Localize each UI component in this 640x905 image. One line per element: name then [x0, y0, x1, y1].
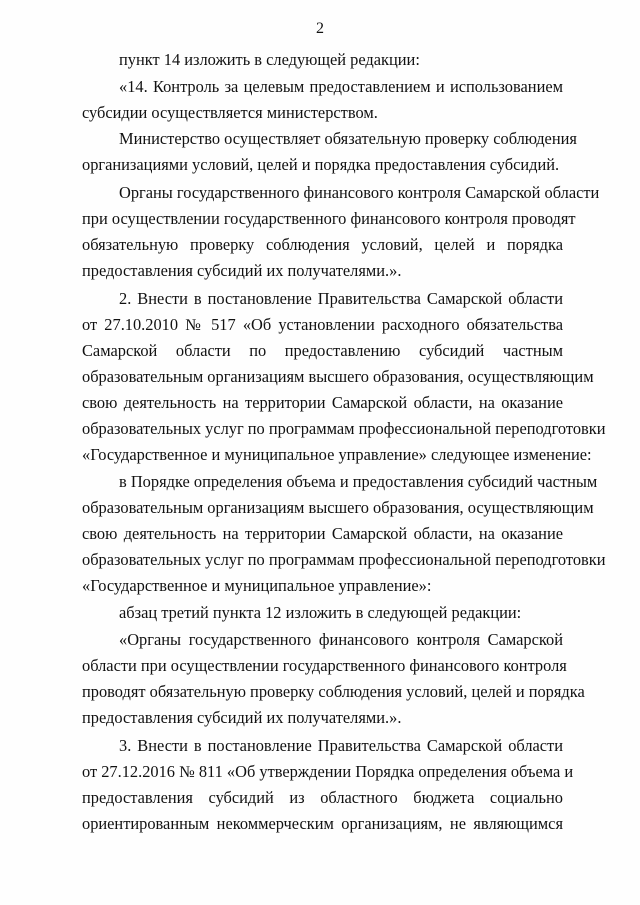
text-line: проводят обязательную проверку соблюдения условий, целей и порядка [82, 682, 585, 701]
text-line: предоставления субсидий их получателями.». [82, 708, 402, 727]
text-line: 2. Внести в постановление Правительства Самарской области [119, 289, 563, 308]
text-line: образовательным организациям высшего образования, осуществляющим [82, 367, 594, 386]
text-line: 3. Внести в постановление Правительства Самарской области [119, 736, 563, 755]
text-line: образовательных услуг по программам профессиональной переподготовки [82, 550, 606, 569]
text-line: свою деятельность на территории Самарской области, на оказание [82, 524, 563, 543]
text-line: образовательным организациям высшего образования, осуществляющим [82, 498, 594, 517]
text-line: предоставления субсидий их получателями.». [82, 261, 402, 280]
text-line: обязательную проверку соблюдения условий, целей и порядка [82, 235, 563, 254]
text-line: ориентированным некоммерческим организациям, не являющимся [82, 814, 563, 833]
text-line: при осуществлении государственного финансового контроля проводят [82, 209, 576, 228]
text-line: от 27.10.2010 № 517 «Об установлении расходного обязательства [82, 315, 563, 334]
text-line: пункт 14 изложить в следующей редакции: [119, 50, 420, 69]
text-line: в Порядке определения объема и предоставления субсидий частным [119, 472, 598, 491]
text-line: Органы государственного финансового контроля Самарской области [119, 183, 600, 202]
page-number: 2 [316, 20, 324, 37]
text-line: «Органы государственного финансового контроля Самарской [119, 630, 563, 649]
text-line: «Государственное и муниципальное управление»: [82, 576, 432, 595]
text-line: абзац третий пункта 12 изложить в следующей редакции: [119, 603, 522, 622]
text-line: «Государственное и муниципальное управление» следующее изменение: [82, 445, 592, 464]
text-line: организациями условий, целей и порядка предоставления субсидий. [82, 155, 560, 174]
text-line: Министерство осуществляет обязательную проверку соблюдения [119, 129, 577, 148]
text-line: образовательных услуг по программам профессиональной переподготовки [82, 419, 606, 438]
text-line: Самарской области по предоставлению субсидий частным [82, 341, 563, 360]
text-line: свою деятельность на территории Самарской области, на оказание [82, 393, 563, 412]
text-line: предоставления субсидий из областного бюджета социально [82, 788, 563, 807]
text-line: области при осуществлении государственного финансового контроля [82, 656, 567, 675]
text-line: субсидии осуществляется министерством. [82, 103, 378, 122]
text-line: от 27.12.2016 № 811 «Об утверждении Порядка определения объема и [82, 762, 574, 781]
text-line: «14. Контроль за целевым предоставлением и использованием [119, 77, 563, 96]
